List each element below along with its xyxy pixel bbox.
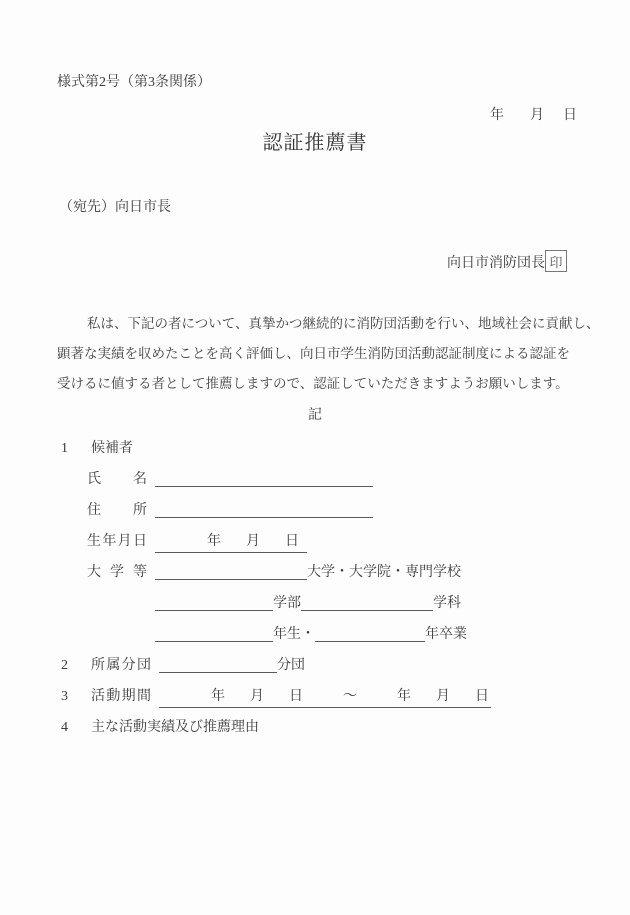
name-label: 氏名 xyxy=(87,472,147,487)
school-row xyxy=(87,561,461,581)
section1-heading xyxy=(57,437,133,457)
department-suffix: 学科 xyxy=(433,596,461,611)
date-day-label: 日 xyxy=(563,108,577,123)
section1-number: 1 xyxy=(61,441,68,456)
section2-number: 2 xyxy=(61,658,68,673)
document-title: 認証推薦書 xyxy=(262,132,368,154)
period-blank-line xyxy=(159,685,491,708)
address-blank-line xyxy=(155,499,373,518)
body-line-2: 顕著な実績を収めたことを高く評価し、向日市学生消防団活動認証制度による認証を xyxy=(57,346,570,361)
grade-suffix: 年生・ xyxy=(273,627,315,642)
section4-number: 4 xyxy=(61,720,68,735)
seal-placeholder-box xyxy=(545,250,567,272)
sender-name: 向日市消防団長 xyxy=(447,256,545,271)
grade-blank-line xyxy=(155,623,273,642)
school-suffix: 大学・大学院・専門学校 xyxy=(307,565,461,580)
date-year-label: 年 xyxy=(490,108,504,123)
section2-title: 所属分団 xyxy=(91,658,151,673)
birthdate-row xyxy=(87,530,307,553)
form-number: 様式第2号（第3条関係） xyxy=(57,75,211,90)
section3-number: 3 xyxy=(61,689,68,704)
period-month2-unit: 月 xyxy=(436,689,450,704)
date-month-label: 月 xyxy=(530,108,544,123)
body-paragraph xyxy=(57,309,600,399)
addressee: （宛先）向日市長 xyxy=(59,200,171,215)
period-month1-unit: 月 xyxy=(250,689,264,704)
section4-row xyxy=(57,716,259,736)
graduation-blank-line xyxy=(315,623,425,642)
section2-row xyxy=(57,654,305,674)
birth-year-unit: 年 xyxy=(207,534,221,549)
grade-row xyxy=(155,623,467,643)
address-label: 住所 xyxy=(87,503,147,518)
section3-title: 活動期間 xyxy=(91,689,151,704)
faculty-suffix: 学部 xyxy=(273,596,301,611)
birthdate-blank-line xyxy=(155,530,307,553)
school-label: 大学等 xyxy=(87,565,147,580)
faculty-row xyxy=(155,592,461,612)
address-row xyxy=(87,499,373,519)
brigade-blank-line xyxy=(159,654,277,673)
section1-title: 候補者 xyxy=(91,441,133,456)
period-tilde: 〜 xyxy=(343,689,357,704)
graduation-suffix: 年卒業 xyxy=(425,627,467,642)
section4-title: 主な活動実績及び推薦理由 xyxy=(91,720,259,735)
body-line-3: 受けるに値する者として推薦しますので、認証していただきますようお願いします。 xyxy=(57,376,569,391)
department-blank-line xyxy=(301,592,433,611)
body-line-1: 私は、下記の者について、真摯かつ継続的に消防団活動を行い、地域社会に貢献し、 xyxy=(87,316,600,331)
period-day2-unit: 日 xyxy=(475,689,489,704)
faculty-blank-line xyxy=(155,592,273,611)
birthdate-label: 生年月日 xyxy=(87,534,147,549)
period-year2-unit: 年 xyxy=(397,689,411,704)
seal-mark: 印 xyxy=(549,254,563,270)
section3-row xyxy=(57,685,491,708)
name-row xyxy=(87,468,373,488)
brigade-suffix: 分団 xyxy=(277,658,305,673)
birth-month-unit: 月 xyxy=(246,534,260,549)
birth-day-unit: 日 xyxy=(285,534,299,549)
name-blank-line xyxy=(155,468,373,487)
school-blank-line xyxy=(155,561,307,580)
record-marker: 記 xyxy=(308,408,322,423)
period-year1-unit: 年 xyxy=(211,689,225,704)
period-day1-unit: 日 xyxy=(289,689,303,704)
